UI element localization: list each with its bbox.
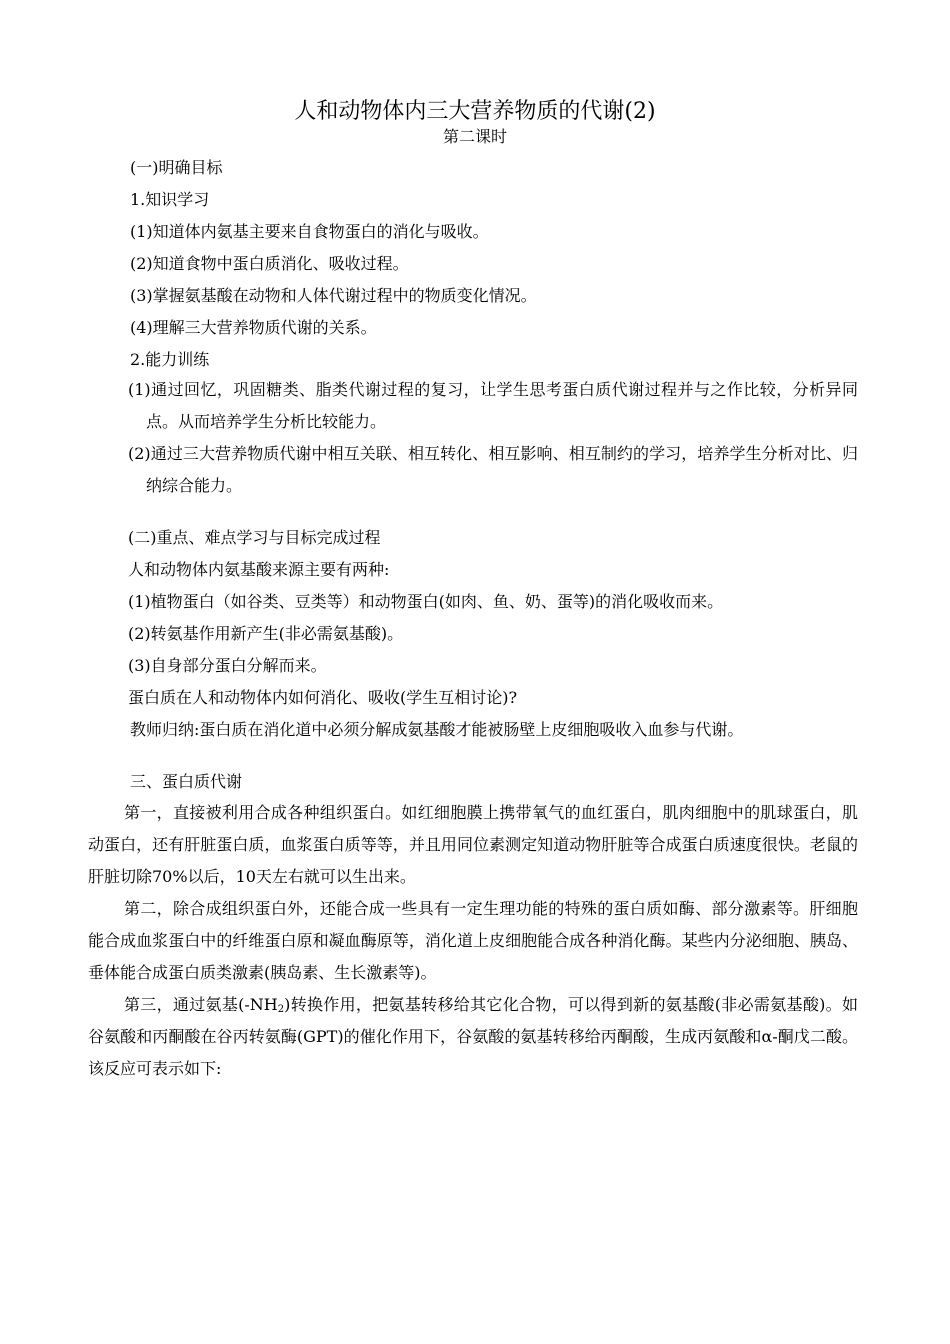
document-subtitle: 第二课时 <box>442 127 507 146</box>
knowledge-item-1: (1)知道体内氨基主要来自食物蛋白的消化与吸收。 <box>130 222 489 241</box>
amino-source-3: (3)自身部分蛋白分解而来。 <box>128 656 327 675</box>
subheading-ability: 2.能力训练 <box>130 350 210 369</box>
paragraph-first: 第一，直接被利用合成各种组织蛋白。如红细胞膜上携带氧气的血红蛋白，肌肉细胞中的肌球蛋白，肌动蛋白，还有肝脏蛋白质，血浆蛋白质等等，并且用同位素测定知道动物肝脏等合成蛋白质速度很快。老鼠的肝脏切除70%以后，10天左右就可以生出来。 <box>88 803 858 886</box>
document-title: 人和动物体内三大营养物质的代谢(2) <box>294 99 656 124</box>
section-heading-goals: (一)明确目标 <box>130 158 223 177</box>
paragraph-third <box>88 989 858 1085</box>
knowledge-item-2: (2)知道食物中蛋白质消化、吸收过程。 <box>130 254 409 273</box>
section-heading-process: (二)重点、难点学习与目标完成过程 <box>128 528 381 547</box>
ability-item-1: (1)通过回忆，巩固糖类、脂类代谢过程的复习，让学生思考蛋白质代谢过程并与之作比较，分析异同点。从而培养学生分析比较能力。 <box>128 380 858 431</box>
ability-item-2: (2)通过三大营养物质代谢中相互关联、相互转化、相互影响、相互制约的学习，培养学生分析对比、归纳综合能力。 <box>128 444 858 495</box>
nh2-subscript: 2 <box>277 1004 285 1015</box>
teacher-summary: 教师归纳:蛋白质在消化道中必须分解成氨基酸才能被肠壁上皮细胞吸收入血参与代谢。 <box>130 720 744 739</box>
discussion-question: 蛋白质在人和动物体内如何消化、吸收(学生互相讨论)? <box>128 688 518 707</box>
section-heading-protein-metabolism: 三、蛋白质代谢 <box>130 772 243 791</box>
paragraph-third-part-a: 第三，通过氨基(-NH <box>124 995 278 1014</box>
paragraph-second: 第二，除合成组织蛋白外，还能合成一些具有一定生理功能的特殊的蛋白质如酶、部分激素等。肝细胞能合成血浆蛋白中的纤维蛋白原和凝血酶原等，消化道上皮细胞能合成各种消化酶。某些内分泌细胞、胰岛、垂体能合成蛋白质类激素(胰岛素、生长激素等)。 <box>88 899 858 982</box>
paragraph-third-part-b: )转换作用，把氨基转移给其它化合物，可以得到新的氨基酸(非必需氨基酸)。如谷氨酸和丙酮酸在谷丙转氨酶(GPT)的催化作用下，谷氨酸的氨基转移给丙酮酸，生成丙氨酸和α-酮戊二酸。该反应可表示如下: <box>88 995 858 1078</box>
amino-source-2: (2)转氨基作用新产生(非必需氨基酸)。 <box>128 624 404 643</box>
amino-source-1: (1)植物蛋白（如谷类、豆类等）和动物蛋白(如肉、鱼、奶、蛋等)的消化吸收而来。 <box>128 592 724 611</box>
subheading-knowledge: 1.知识学习 <box>130 190 210 209</box>
knowledge-item-4: (4)理解三大营养物质代谢的关系。 <box>130 318 377 337</box>
knowledge-item-3: (3)掌握氨基酸在动物和人体代谢过程中的物质变化情况。 <box>130 286 537 305</box>
amino-source-intro: 人和动物体内氨基酸来源主要有两种: <box>128 560 390 579</box>
